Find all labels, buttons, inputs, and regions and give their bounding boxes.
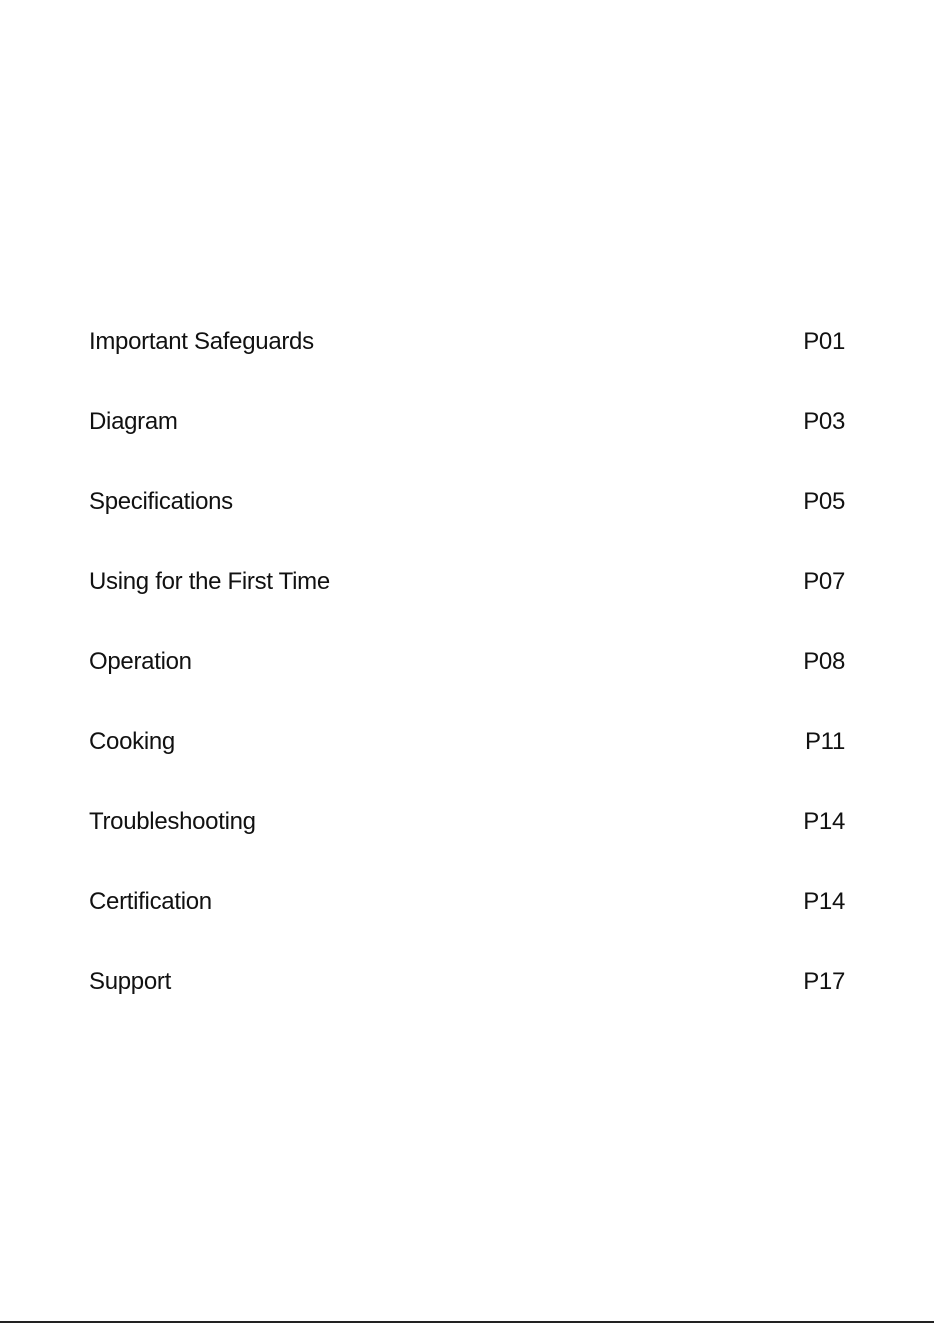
toc-entry-page: P07 xyxy=(803,568,845,595)
toc-entry-title: Using for the First Time xyxy=(89,568,330,595)
toc-entry-page: P05 xyxy=(803,488,845,515)
table-of-contents xyxy=(89,322,845,1042)
toc-entry-important-safeguards[interactable] xyxy=(89,322,845,362)
toc-entry-certification[interactable] xyxy=(89,882,845,922)
toc-entry-page: P11 xyxy=(804,728,845,755)
toc-entry-title: Specifications xyxy=(89,488,233,515)
toc-entry-specifications[interactable] xyxy=(89,482,845,522)
toc-entry-page: P03 xyxy=(803,408,845,435)
toc-entry-diagram[interactable] xyxy=(89,402,845,442)
toc-entry-support[interactable] xyxy=(89,962,845,1002)
toc-entry-page: P14 xyxy=(803,808,845,835)
toc-entry-title: Cooking xyxy=(89,728,175,755)
toc-entry-operation[interactable] xyxy=(89,642,845,682)
toc-entry-title: Important Safeguards xyxy=(89,328,314,355)
toc-entry-title: Troubleshooting xyxy=(89,808,256,835)
toc-entry-title: Certification xyxy=(89,888,212,915)
toc-entry-troubleshooting[interactable] xyxy=(89,802,845,842)
toc-entry-page: P08 xyxy=(803,648,845,675)
toc-entry-using-first-time[interactable] xyxy=(89,562,845,602)
toc-entry-page: P17 xyxy=(803,968,845,995)
toc-entry-title: Support xyxy=(89,968,171,995)
toc-entry-title: Operation xyxy=(89,648,192,675)
toc-entry-page: P01 xyxy=(803,328,845,355)
toc-entry-page: P14 xyxy=(803,888,845,915)
toc-entry-cooking[interactable] xyxy=(89,722,845,762)
toc-entry-title: Diagram xyxy=(89,408,178,435)
